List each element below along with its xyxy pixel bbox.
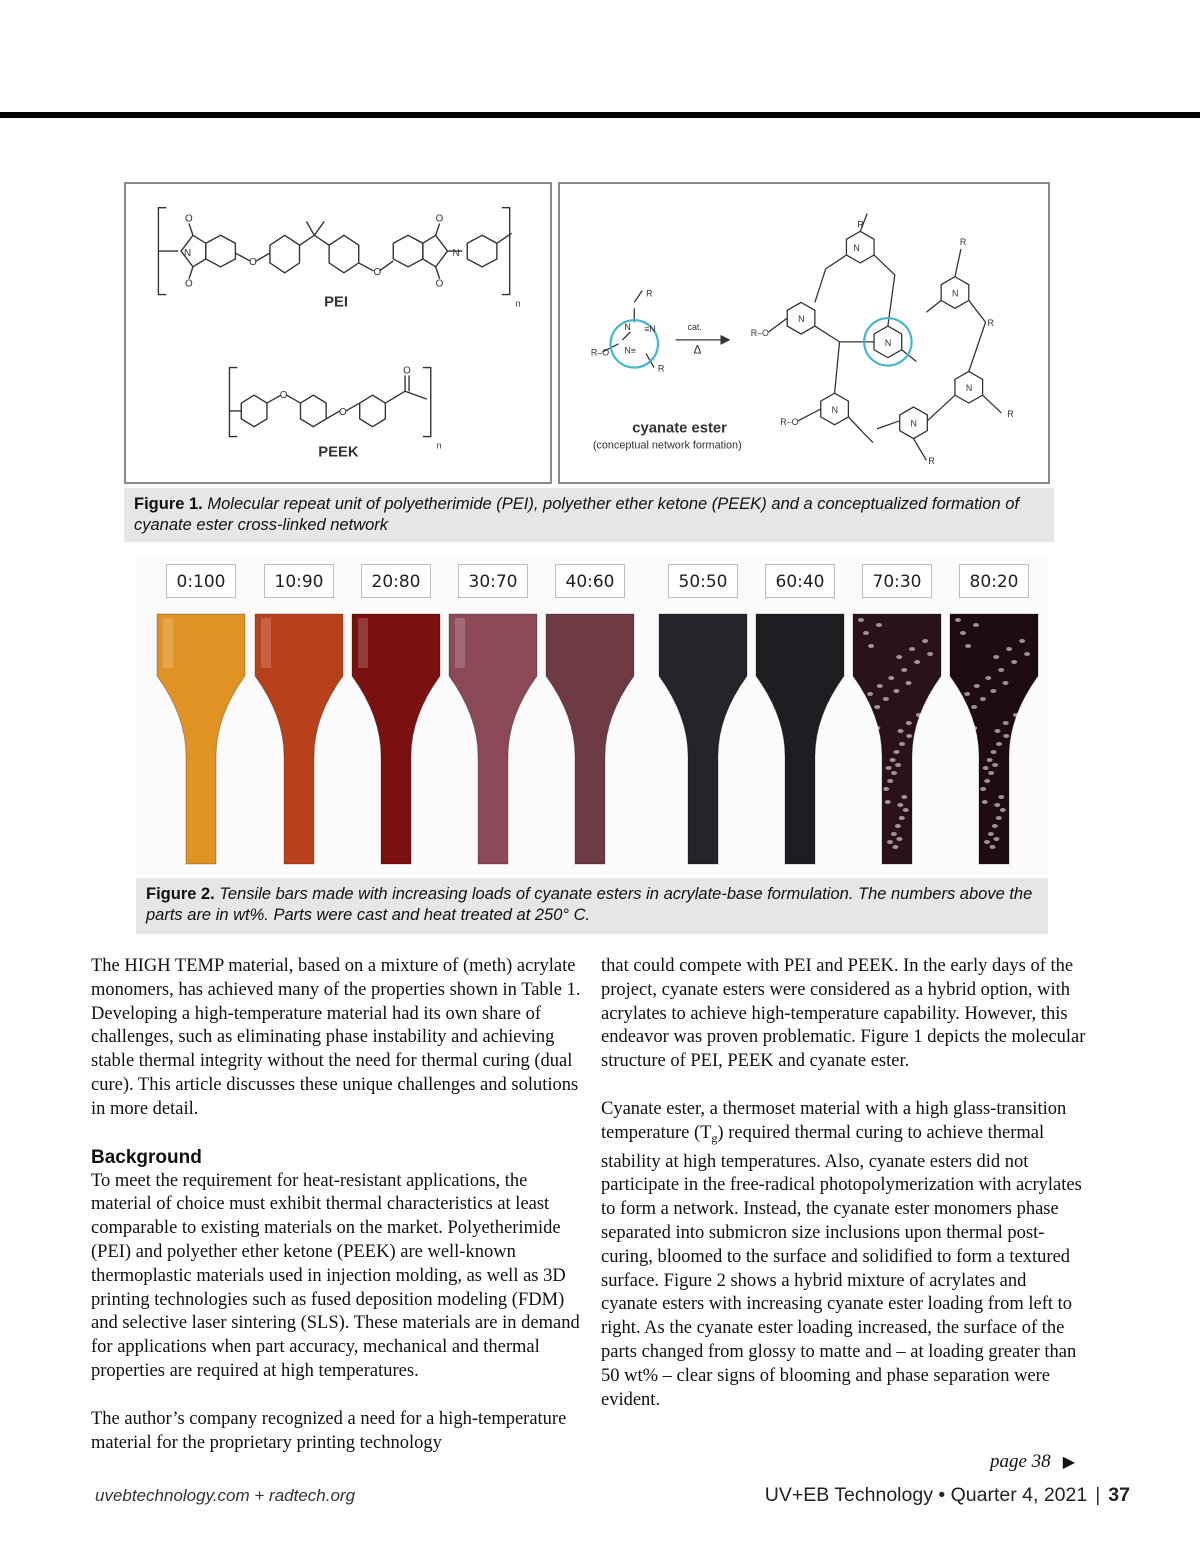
surface-bloom-spot — [1019, 639, 1025, 643]
surface-bloom-spot — [877, 684, 883, 688]
svg-text:N: N — [831, 404, 839, 415]
surface-bloom-spot — [994, 803, 1000, 807]
surface-bloom-spot — [876, 623, 882, 627]
surface-bloom-spot — [971, 726, 977, 730]
peek-label: PEEK — [318, 444, 359, 461]
ratio-label: 40:60 — [555, 564, 625, 598]
paragraph — [601, 1098, 1086, 1412]
paragraph: The author’s company recognized a need for a high-temperature material for the proprietary printing technology — [91, 1408, 567, 1453]
pei-label: PEI — [324, 294, 349, 311]
surface-bloom-spot — [893, 689, 899, 693]
surface-bloom-spot — [891, 832, 897, 836]
surface-bloom-spot — [987, 758, 993, 762]
surface-bloom-spot — [867, 692, 873, 696]
paragraph: The HIGH TEMP material, based on a mixture of (meth) acrylate monomers, has achieved many of the properties shown in Table 1. Developing a high-temperature material had its own share of challenges, such as eliminating phase instability and achieving stable thermal integrity without the need for thermal curing (dual cure). This article discusses these unique challenges and solutions in more detail. — [91, 956, 581, 1119]
surface-bloom-spot — [1006, 647, 1012, 651]
surface-bloom-spot — [1003, 721, 1009, 725]
polymer-structures-diagram — [126, 184, 550, 482]
svg-text:O: O — [185, 278, 193, 290]
ratio-label: 20:80 — [361, 564, 431, 598]
cyanate-ester-label: cyanate ester — [632, 420, 727, 437]
surface-bloom-spot — [895, 763, 901, 767]
surface-bloom-spot — [898, 729, 904, 733]
figure2-tensile-bars-photo — [136, 556, 1048, 874]
surface-bloom-spot — [896, 655, 902, 659]
svg-text:O: O — [185, 213, 193, 225]
svg-text:O: O — [249, 256, 257, 268]
surface-bloom-spot — [890, 758, 896, 762]
svg-text:N≡: N≡ — [624, 345, 637, 356]
svg-text:R: R — [646, 288, 653, 299]
paragraph: that could compete with PEI and PEEK. In the early days of the project, cyanate esters were considered as a hybrid option, with acrylates to achieve high-temperature capability. However, this endeavor was proven problematic. Figure 1 depicts the molecular structure of PEI, PEEK and cyanate ester. — [601, 956, 1086, 1072]
surface-bloom-spot — [901, 668, 907, 672]
surface-bloom-spot — [983, 766, 989, 770]
surface-bloom-spot — [1003, 734, 1009, 738]
surface-bloom-spot — [1024, 652, 1030, 656]
surface-bloom-spot — [899, 742, 905, 746]
heat-symbol: Δ — [693, 342, 702, 357]
svg-text:O: O — [435, 213, 444, 225]
surface-bloom-spot — [874, 726, 880, 730]
figure2-caption-text: Tensile bars made with increasing loads of cyanate esters in acrylate-base formulation. The numbers above the parts are in wt%. Parts were cast and heat treated at 250° C. — [146, 885, 1033, 924]
section-heading: Background — [91, 1146, 202, 1168]
gloss-highlight — [358, 618, 368, 668]
figure1-polymer-panel — [124, 182, 552, 484]
svg-text:N: N — [452, 248, 460, 260]
surface-bloom-spot — [906, 721, 912, 725]
surface-bloom-spot — [916, 713, 922, 717]
ratio-label: 60:40 — [765, 564, 835, 598]
svg-text:R: R — [857, 219, 864, 230]
figure2-caption — [136, 878, 1048, 934]
svg-text:N: N — [853, 243, 860, 254]
gloss-highlight — [163, 618, 173, 668]
ratio-label: 10:90 — [264, 564, 334, 598]
surface-bloom-spot — [893, 845, 899, 849]
surface-bloom-spot — [895, 824, 901, 828]
figure1-caption-label: Figure 1. — [134, 495, 203, 513]
ratio-label: 0:100 — [166, 564, 236, 598]
body-right-column — [601, 955, 1086, 1412]
svg-text:N: N — [965, 383, 973, 394]
paragraph-part: ) required thermal curing to achieve thermal stability at high temperatures. Also, cyanate esters did not participate in the free-radical photopolymerization with acrylates to form a network. Instead, the cyanate ester monomers phase separated into submicron size inclusions upon thermal post-curing, bloomed to the surface and solidified to form a textured surface. Figure 2 shows a hybrid mixture of acrylates and cyanate esters with increasing cyanate ester loading from left to right. As the cyanate ester loading increased, the surface of the parts changed from glossy to matte and – at loading greater than 50 wt% – clear signs of blooming and phase separation were evident. — [601, 1122, 1082, 1410]
svg-text:N: N — [624, 322, 631, 333]
surface-bloom-spot — [887, 779, 893, 783]
surface-bloom-spot — [891, 771, 897, 775]
surface-bloom-spot — [984, 840, 990, 844]
surface-bloom-spot — [883, 697, 889, 701]
svg-text:O: O — [373, 266, 382, 278]
surface-bloom-spot — [1003, 681, 1009, 685]
footer-websites: uvebtechnology.com + radtech.org — [95, 1486, 356, 1505]
surface-bloom-spot — [922, 639, 928, 643]
surface-bloom-spot — [982, 800, 988, 804]
surface-bloom-spot — [996, 816, 1002, 820]
svg-text:O: O — [435, 278, 444, 290]
ratio-label: 50:50 — [668, 564, 738, 598]
surface-bloom-spot — [863, 631, 869, 635]
header-rule — [0, 112, 1200, 118]
body-left-column — [91, 955, 581, 1455]
subscript: g — [711, 1130, 718, 1145]
continued-text: page 38 — [990, 1451, 1051, 1472]
surface-bloom-spot — [896, 837, 902, 841]
surface-bloom-spot — [886, 766, 892, 770]
ratio-label: 70:30 — [862, 564, 932, 598]
svg-text:N: N — [952, 288, 959, 299]
surface-bloom-spot — [980, 697, 986, 701]
paragraph: To meet the requirement for heat-resistant applications, the material of choice must exhibit thermal characteristics at least comparable to existing materials on the market. Polyetherimide (PEI) and polyether ether ketone (PEEK) are well-known thermoplastic materials used in injection molding, as well as 3D printing technologies such as fused deposition modeling (FDM) and selective laser sintering (SLS). These materials are in demand for applications when part accuracy, mechanical and thermal properties are required at high temperatures. — [91, 1170, 580, 1381]
peek-repeat-n: n — [436, 440, 442, 451]
surface-bloom-spot — [985, 676, 991, 680]
svg-text:R: R — [987, 318, 994, 329]
surface-bloom-spot — [1000, 808, 1006, 812]
paragraph-part: Cyanate ester, a thermoset material with a high glass-transition temperature (T — [601, 1098, 1067, 1143]
surface-bloom-spot — [974, 684, 980, 688]
surface-bloom-spot — [914, 660, 920, 664]
svg-text:O: O — [279, 390, 288, 402]
tensile-bar — [659, 614, 747, 864]
svg-text:≡N: ≡N — [644, 324, 656, 335]
surface-bloom-spot — [960, 631, 966, 635]
svg-text:R: R — [959, 237, 967, 248]
svg-text:R: R — [928, 456, 935, 467]
svg-text:N: N — [884, 337, 892, 348]
surface-bloom-spot — [992, 763, 998, 767]
figure2-caption-label: Figure 2. — [146, 885, 215, 903]
catalyst-label: cat. — [687, 322, 702, 333]
surface-bloom-spot — [909, 647, 915, 651]
figure1-cyanate-panel — [558, 182, 1050, 484]
figure1-caption-text: Molecular repeat unit of polyetherimide (PEI), polyether ether ketone (PEEK) and a conceptualized formation of cyanate ester cross-linked network — [134, 495, 1020, 534]
divider: | — [1095, 1484, 1101, 1506]
surface-bloom-spot — [993, 837, 999, 841]
svg-text:R–O: R–O — [750, 327, 769, 338]
surface-bloom-spot — [980, 787, 986, 791]
surface-bloom-spot — [984, 779, 990, 783]
surface-bloom-spot — [988, 771, 994, 775]
gloss-highlight — [261, 618, 271, 668]
surface-bloom-spot — [971, 705, 977, 709]
surface-bloom-spot — [885, 800, 891, 804]
surface-bloom-spot — [993, 655, 999, 659]
surface-bloom-spot — [897, 803, 903, 807]
figure1-caption — [124, 488, 1054, 542]
surface-bloom-spot — [1011, 660, 1017, 664]
surface-bloom-spot — [998, 668, 1004, 672]
surface-bloom-spot — [955, 618, 961, 622]
pei-repeat-n: n — [515, 298, 521, 309]
svg-text:O: O — [338, 406, 347, 418]
publication-info: UV+EB Technology • Quarter 4, 2021 — [764, 1484, 1088, 1506]
surface-bloom-spot — [927, 652, 933, 656]
svg-text:N: N — [910, 418, 917, 429]
cyanate-network-diagram — [560, 184, 1048, 482]
footer-publication — [765, 1484, 1130, 1507]
surface-bloom-spot — [883, 787, 889, 791]
surface-bloom-spot — [1013, 713, 1019, 717]
surface-bloom-spot — [901, 795, 907, 799]
tensile-bars — [136, 606, 1048, 874]
surface-bloom-spot — [991, 750, 997, 754]
surface-bloom-spot — [906, 681, 912, 685]
svg-text:N: N — [184, 248, 192, 260]
tensile-bar — [546, 614, 634, 864]
surface-bloom-spot — [888, 676, 894, 680]
svg-text:R–O: R–O — [780, 416, 799, 427]
surface-bloom-spot — [996, 742, 1002, 746]
ratio-label: 80:20 — [959, 564, 1029, 598]
surface-bloom-spot — [887, 840, 893, 844]
cyanate-ester-sublabel: (conceptual network formation) — [592, 439, 742, 452]
surface-bloom-spot — [903, 808, 909, 812]
tensile-bar — [756, 614, 844, 864]
surface-bloom-spot — [990, 845, 996, 849]
surface-bloom-spot — [990, 689, 996, 693]
triangle-right-icon: ▶ — [1062, 1454, 1075, 1471]
continued-link[interactable] — [990, 1451, 1075, 1473]
page-number: 37 — [1108, 1484, 1130, 1506]
surface-bloom-spot — [998, 795, 1004, 799]
surface-bloom-spot — [874, 705, 880, 709]
surface-bloom-spot — [899, 816, 905, 820]
svg-text:R: R — [657, 363, 665, 374]
ratio-label: 30:70 — [458, 564, 528, 598]
svg-text:O: O — [403, 365, 411, 377]
surface-bloom-spot — [988, 832, 994, 836]
svg-text:R: R — [1007, 408, 1014, 419]
surface-bloom-spot — [965, 644, 971, 648]
surface-bloom-spot — [964, 692, 970, 696]
surface-bloom-spot — [906, 734, 912, 738]
surface-bloom-spot — [973, 623, 979, 627]
svg-text:N: N — [798, 314, 805, 325]
surface-bloom-spot — [868, 644, 874, 648]
surface-bloom-spot — [995, 729, 1001, 733]
surface-bloom-spot — [858, 618, 864, 622]
surface-bloom-spot — [894, 750, 900, 754]
gloss-highlight — [455, 618, 465, 668]
surface-bloom-spot — [992, 824, 998, 828]
svg-text:R–O: R–O — [590, 347, 610, 358]
